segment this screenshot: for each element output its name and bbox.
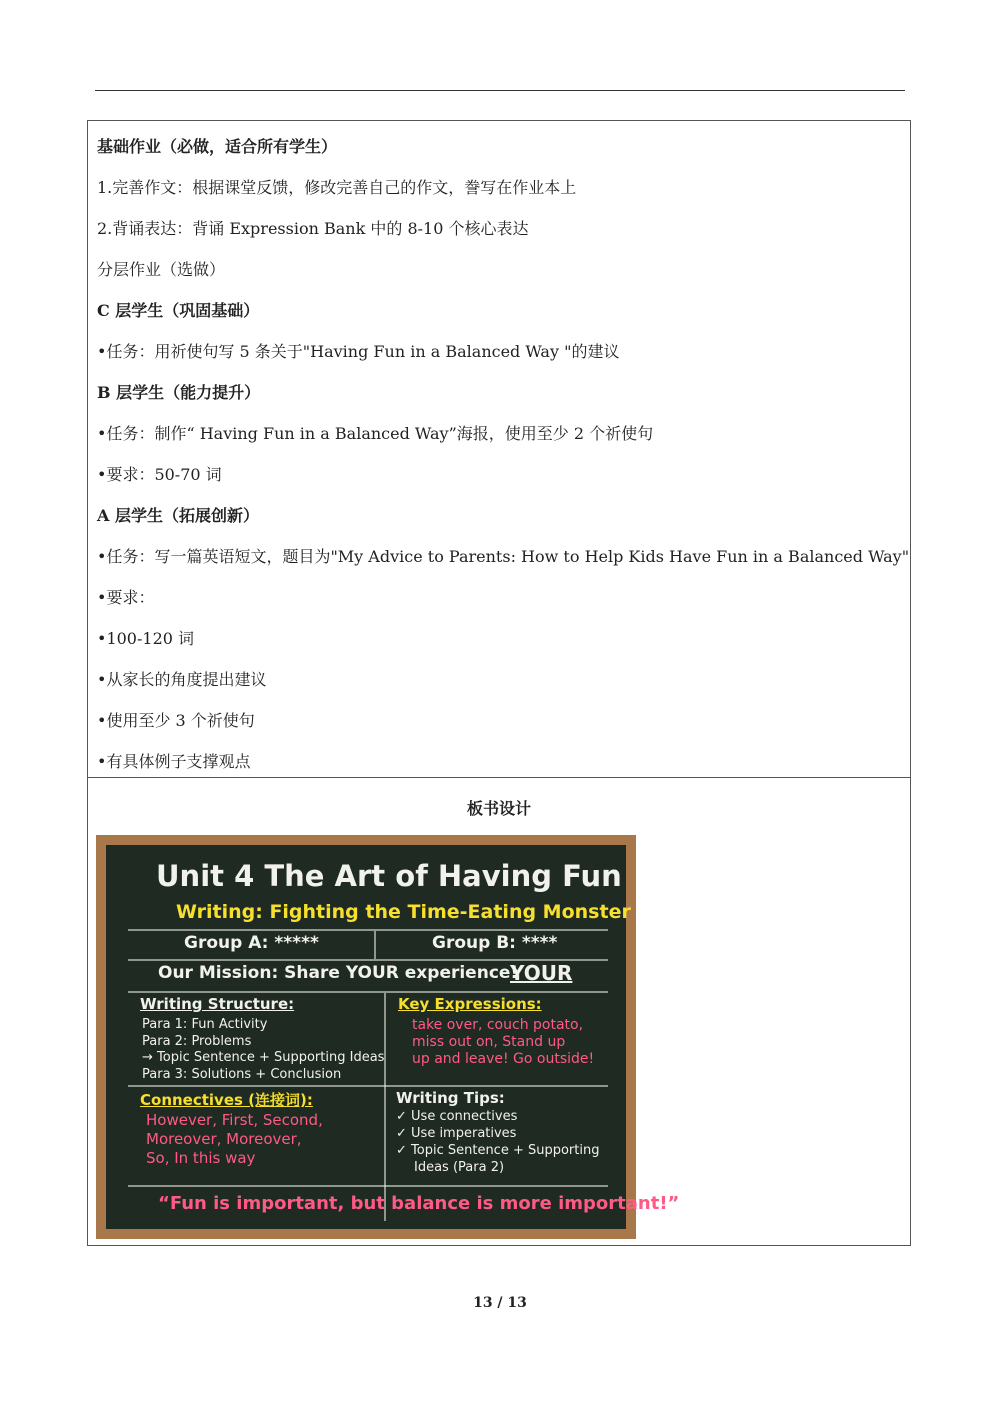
writing-tip-line: ✓ Topic Sentence + Supporting (396, 1143, 600, 1158)
board-subheading: Writing: Fighting the Time-Eating Monster (176, 901, 631, 923)
homework-line: •要求：50-70 词 (97, 465, 222, 484)
writing-tips-title: Writing Tips: (396, 1089, 505, 1107)
board-mission: Our Mission: Share YOUR experience! (158, 963, 519, 983)
key-expression-line: up and leave! Go outside! (412, 1051, 595, 1067)
cell-divider (88, 777, 910, 778)
homework-line: •有具体例子支撑观点 (97, 752, 251, 771)
mission-emphasis: YOUR (510, 961, 573, 985)
structure-line: Para 3: Solutions + Conclusion (142, 1066, 342, 1082)
homework-line: •要求： (97, 588, 155, 607)
board-quote: “Fun is important, but balance is more important!” (158, 1193, 680, 1214)
connective-line: So, In this way (146, 1149, 256, 1167)
chalkboard-image (96, 835, 680, 1239)
connective-line: However, First, Second, (146, 1111, 323, 1129)
homework-line: 分层作业（选做） (97, 260, 226, 279)
homework-line: B 层学生（能力提升） (97, 383, 261, 402)
homework-line: 1.完善作文：根据课堂反馈，修改完善自己的作文，誊写在作业本上 (97, 178, 577, 197)
page-number: 13 / 13 (473, 1295, 527, 1311)
homework-line: •从家长的角度提出建议 (97, 670, 267, 689)
homework-line: •任务：写一篇英语短文，题目为"My Advice to Parents: How to Help Kids Have Fun in a Balanced Way" (97, 547, 910, 566)
lesson-table (87, 120, 911, 1246)
structure-line: Para 2: Problems (142, 1033, 252, 1049)
group-b-score: Group B: **** (432, 933, 558, 953)
board-heading: Unit 4 The Art of Having Fun (156, 859, 622, 893)
board-design-title: 板书设计 (466, 799, 531, 818)
connective-line: Moreover, Moreover, (146, 1130, 302, 1148)
homework-line: A 层学生（拓展创新） (97, 506, 259, 525)
connectives-title: Connectives (连接词): (140, 1091, 313, 1109)
key-expression-line: take over, couch potato, (412, 1017, 584, 1033)
structure-line: → Topic Sentence + Supporting Ideas (142, 1050, 385, 1065)
homework-line: •任务：用祈使句写 5 条关于"Having Fun in a Balanced Way "的建议 (97, 342, 620, 361)
structure-line: Para 1: Fun Activity (142, 1017, 268, 1032)
writing-tip-line: ✓ Use connectives (396, 1109, 518, 1124)
homework-line: •任务：制作“ Having Fun in a Balanced Way”海报，使用至少 2 个祈使句 (97, 424, 654, 443)
homework-line: 2.背诵表达：背诵 Expression Bank 中的 8-10 个核心表达 (97, 219, 529, 238)
header-rule (95, 90, 905, 91)
homework-line: C 层学生（巩固基础） (97, 301, 260, 320)
group-a-score: Group A: ***** (184, 933, 319, 953)
key-expression-line: miss out on, Stand up (412, 1034, 566, 1050)
key-expressions-title: Key Expressions: (398, 995, 542, 1013)
writing-tip-line: Ideas (Para 2) (414, 1160, 505, 1175)
homework-line: •100-120 词 (97, 629, 195, 648)
writing-tip-line: ✓ Use imperatives (396, 1126, 517, 1141)
structure-title: Writing Structure: (140, 995, 295, 1013)
homework-line: 基础作业（必做，适合所有学生） (97, 137, 338, 156)
homework-line: •使用至少 3 个祈使句 (97, 711, 255, 730)
chalkboard (106, 845, 680, 1229)
